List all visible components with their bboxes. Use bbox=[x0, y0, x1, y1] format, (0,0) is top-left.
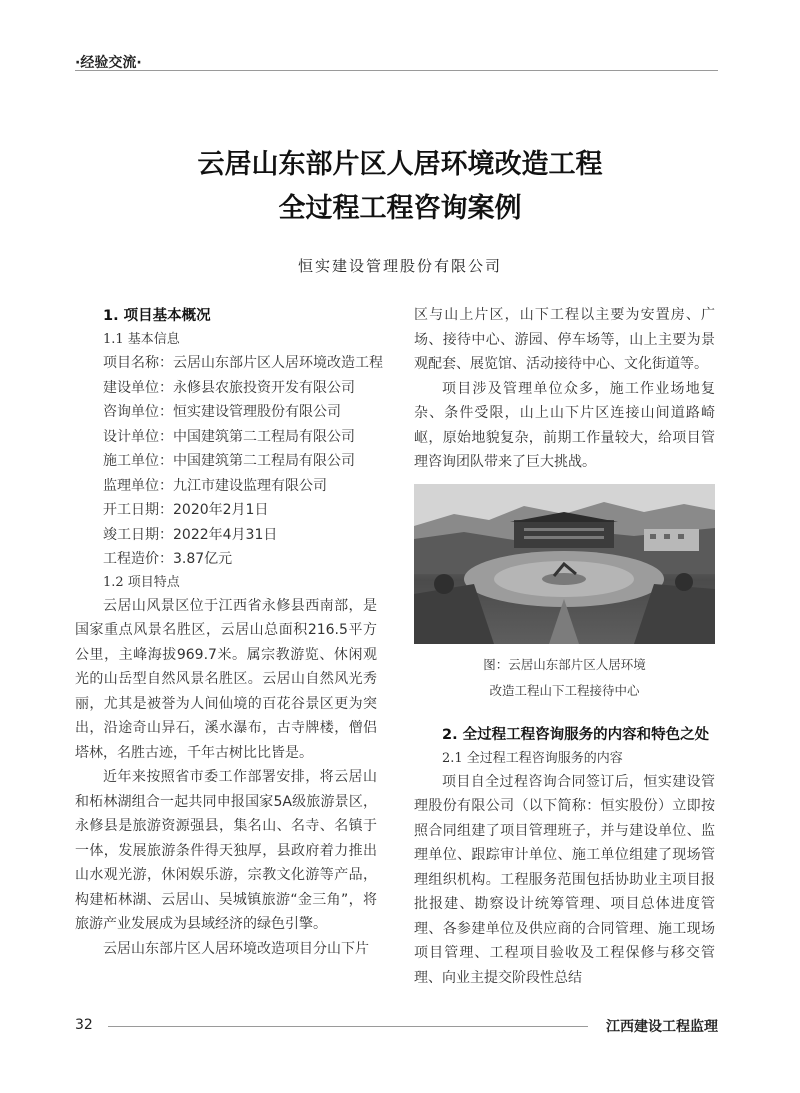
section-label: ·经验交流· bbox=[75, 55, 142, 71]
photo-illustration bbox=[414, 484, 715, 644]
reception-center-photo bbox=[414, 484, 715, 644]
paragraph: 区与山上片区，山下工程以主要为安置房、广场、接待中心、游园、停车场等，山上主要为景观配套、展览馆、活动接待中心、文化街道等。 bbox=[414, 307, 715, 372]
article-title-line2: 全过程工程咨询案例 bbox=[278, 193, 522, 224]
heading-2-1: 2.1 全过程工程咨询服务的内容 bbox=[442, 750, 623, 766]
paragraph: 项目自全过程咨询合同签订后，恒实建设管理股份有限公司（以下简称：恒实股份）立即按照合同组建了项目管理班子，并与建设单位、监理单位、跟踪审计单位、施工单位组建了现场管理组织机构。工程服务范围包括协助业主项目报批报建、勘察设计统筹管理、项目总体进度管理、各参建单位及供应商的合同管理、施工现场项目管理、工程项目验收及工程保修与移交管理、向业主提交阶段性总结 bbox=[414, 773, 715, 986]
paragraph: 近年来按照省市委工作部署安排，将云居山和柘林湖组合一起共同申报国家5A级旅游景区，永修县是旅游资源强县，集名山、名寺、名镇于一体，发展旅游条件得天独厚，县政府着力推出山水观光游，休闲娱乐游，宗教文化游等产品，构建柘林湖、云居山、吴城镇旅游“金三角”，将旅游产业发展成为县域经济的绿色引擎。 bbox=[75, 769, 377, 932]
paragraph: 云居山风景区位于江西省永修县西南部，是国家重点风景名胜区，云居山总面积216.5平方公里，主峰海拔969.7米。属宗教游览、休闲观光的山岳型自然风景名胜区。云居山自然风光秀丽，尤其是被誉为人间仙境的百花谷景区更为突出，沿途奇山异石，溪水瀑布，古寺牌楼，僧侣塔林，名胜古迹，千年古树比比皆是。 bbox=[75, 597, 377, 761]
left-column bbox=[75, 303, 383, 961]
paragraph: 项目涉及管理单位众多，施工作业场地复杂、条件受限，山上山下片区连接山间道路崎岖，原始地貌复杂，前期工作量较大，给项目管理咨询团队带来了巨大挑战。 bbox=[414, 380, 715, 470]
info-line: 开工日期：2020年2月1日 bbox=[103, 502, 269, 518]
heading-1: 1. 项目基本概况 bbox=[103, 308, 211, 324]
page-number: 32 bbox=[75, 1017, 93, 1033]
right-column bbox=[414, 303, 715, 990]
info-line: 监理单位：九江市建设监理有限公司 bbox=[103, 477, 327, 494]
info-line: 咨询单位：恒实建设管理股份有限公司 bbox=[103, 404, 341, 420]
heading-1-1: 1.1 基本信息 bbox=[103, 332, 180, 347]
article-title-line1: 云居山东部片区人居环境改造工程 bbox=[197, 149, 603, 180]
heading-1-2: 1.2 项目特点 bbox=[103, 574, 180, 590]
info-line: 项目名称：云居山东部片区人居环境改造工程 bbox=[103, 355, 383, 371]
info-line: 竣工日期：2022年4月31日 bbox=[103, 526, 278, 543]
info-line: 施工单位：中国建筑第二工程局有限公司 bbox=[103, 453, 355, 469]
paragraph: 云居山东部片区人居环境改造项目分山下片 bbox=[103, 940, 369, 957]
info-line: 设计单位：中国建筑第二工程局有限公司 bbox=[103, 428, 355, 445]
header-rule bbox=[75, 70, 718, 71]
footer-rule bbox=[108, 1026, 588, 1027]
info-line: 工程造价：3.87亿元 bbox=[103, 551, 233, 567]
info-line: 建设单位：永修县农旅投资开发有限公司 bbox=[103, 379, 355, 396]
heading-2: 2. 全过程工程咨询服务的内容和特色之处 bbox=[442, 726, 710, 743]
journal-name: 江西建设工程监理 bbox=[606, 1019, 718, 1035]
figure-caption-line2: 改造工程山下工程接待中心 bbox=[489, 682, 640, 698]
author: 恒实建设管理股份有限公司 bbox=[297, 257, 502, 275]
figure-caption-line1: 图：云居山东部片区人居环境 bbox=[483, 656, 646, 672]
